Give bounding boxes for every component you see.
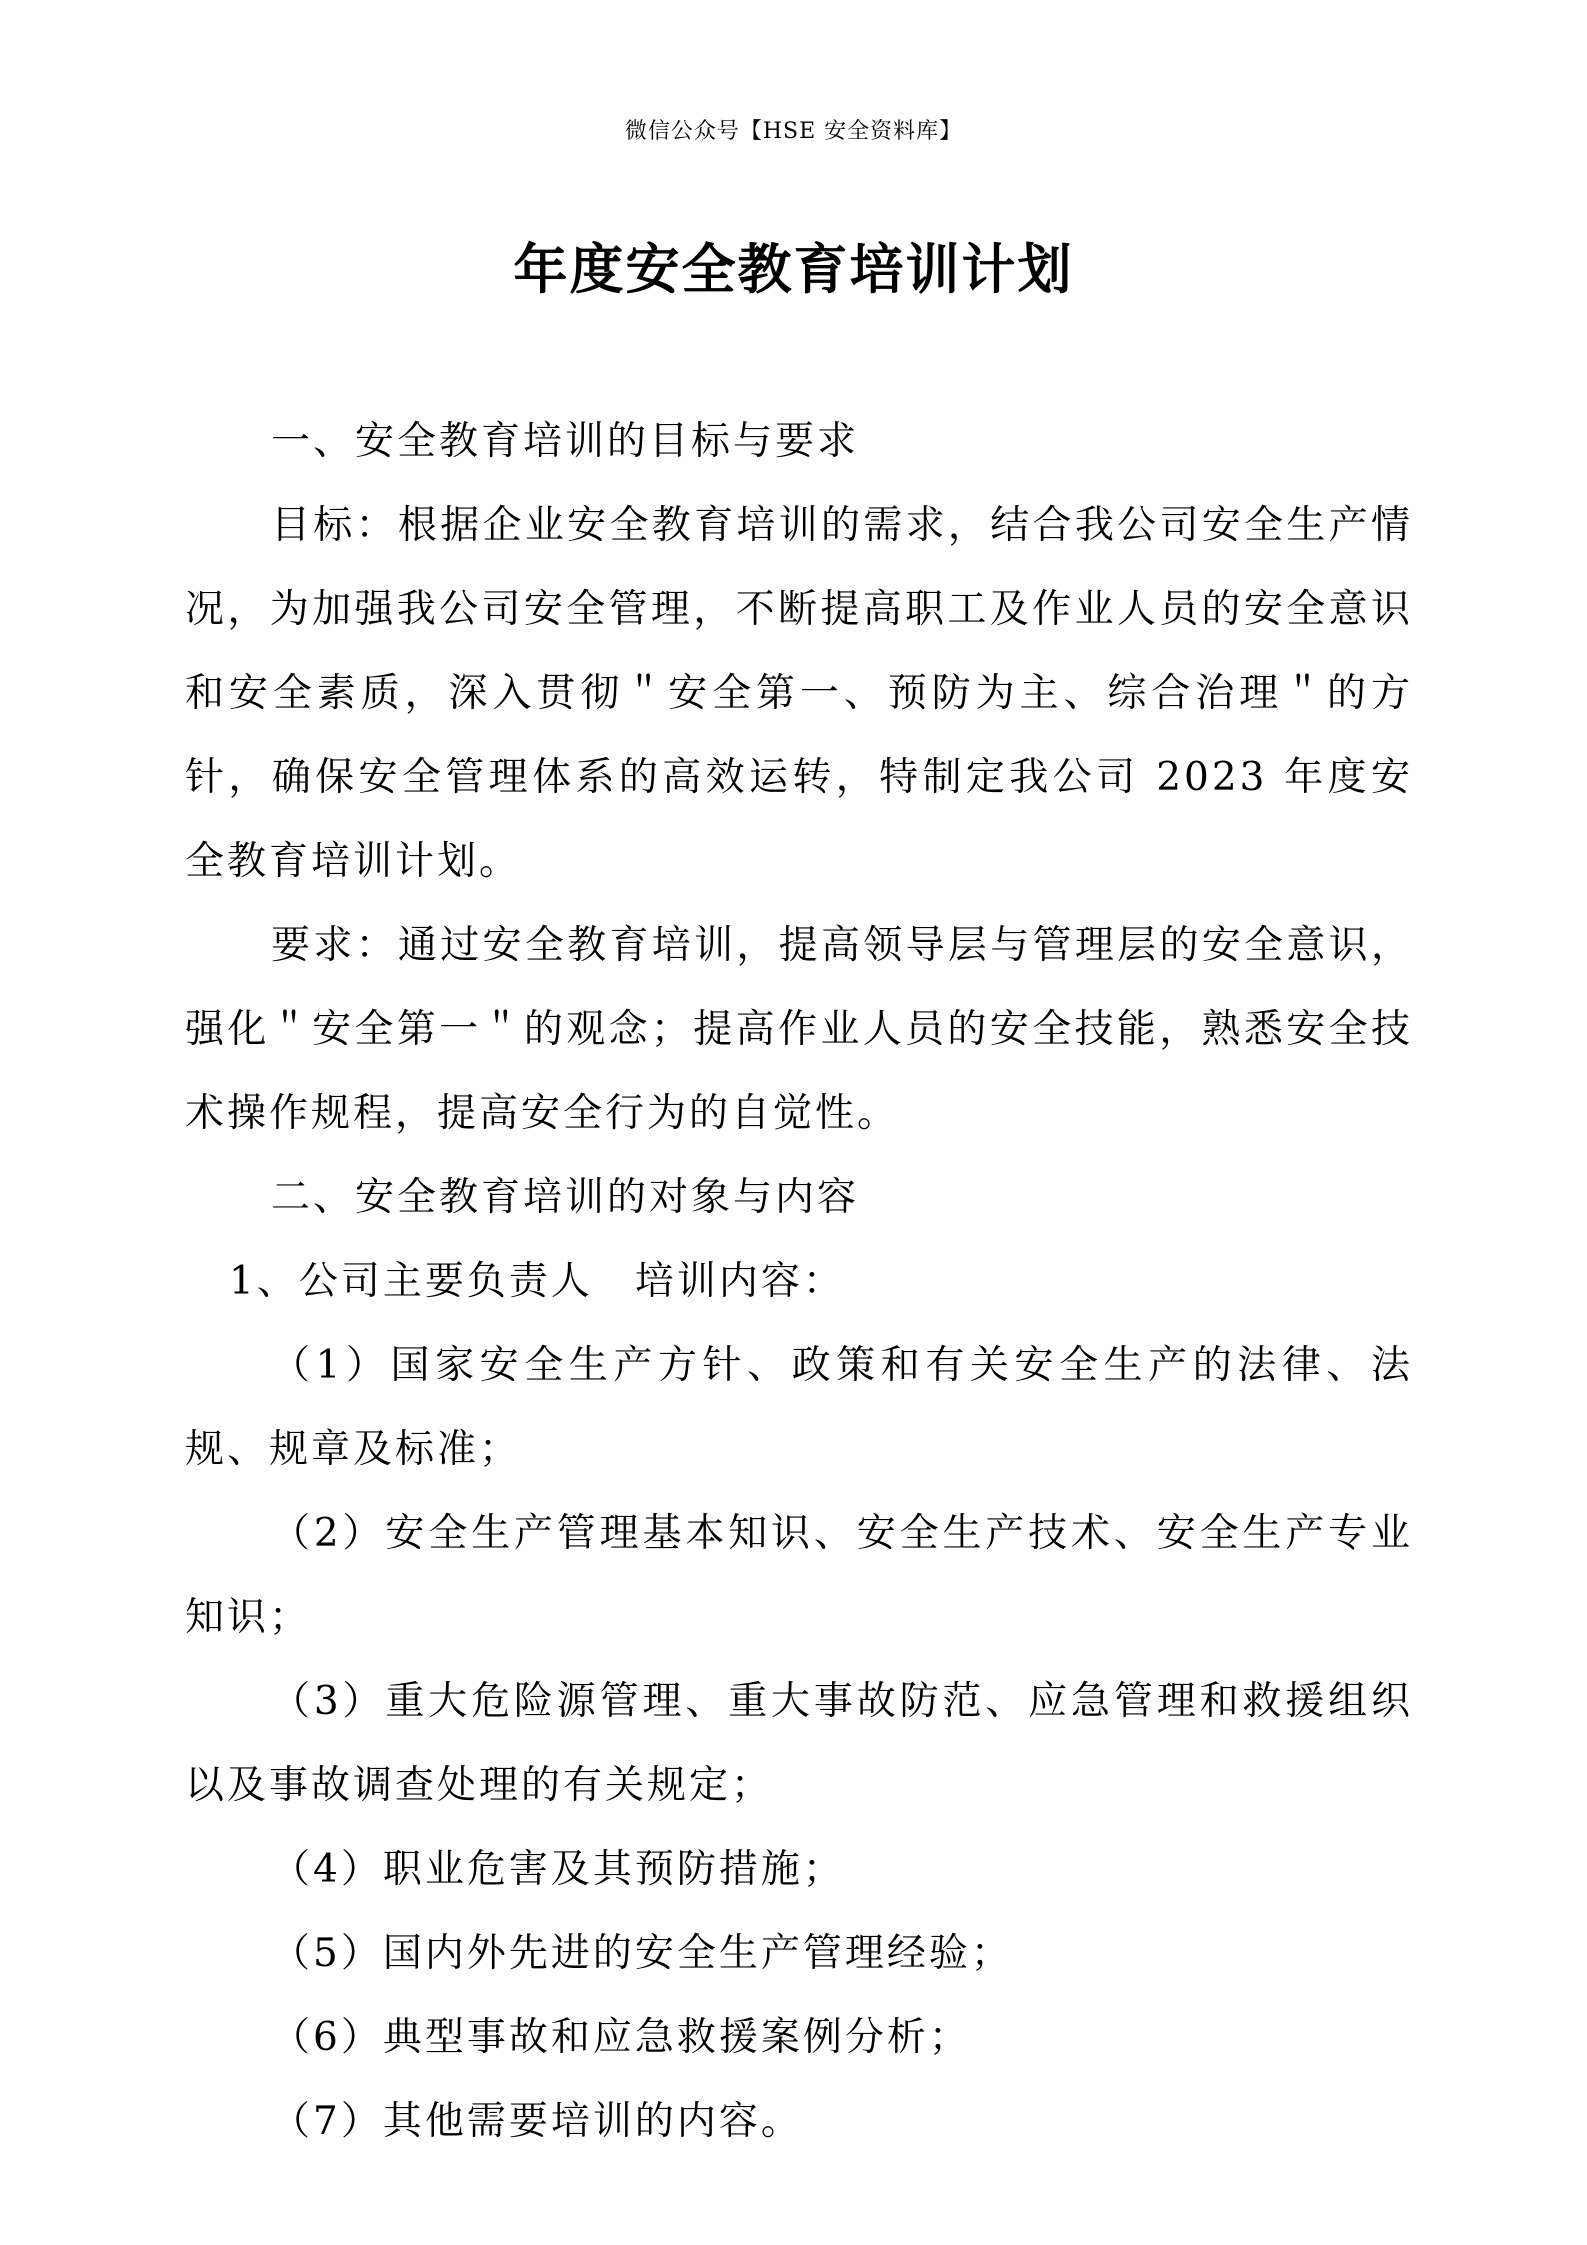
document-title: 年度安全教育培训计划: [513, 237, 1074, 301]
section-heading: 二、安全教育培训的对象与内容: [271, 1175, 860, 1220]
list-item: （5）国内外先进的安全生产管理经验；: [271, 1931, 1013, 1976]
page-header: 微信公众号【HSE 安全资料库】: [624, 119, 963, 144]
list-item: （2）安全生产管理基本知识、安全生产技术、安全生产专业知识；: [185, 1511, 1413, 1640]
list-item: （1）国家安全生产方针、政策和有关安全生产的法律、法规、规章及标准；: [185, 1343, 1413, 1472]
paragraph-requirement: 要求：通过安全教育培训，提高领导层与管理层的安全意识，强化＂安全第一＂的观念；提高作业人员的安全技能，熟悉安全技术操作规程，提高安全行为的自觉性。: [185, 923, 1413, 1136]
list-item: （4）职业危害及其预防措施；: [271, 1847, 845, 1892]
list-item: （7）其他需要培训的内容。: [271, 2099, 803, 2144]
list-item: （6）典型事故和应急救援案例分析；: [271, 2015, 971, 2060]
document-body: [185, 400, 1413, 2164]
paragraph-goal: 目标：根据企业安全教育培训的需求，结合我公司安全生产情况，为加强我公司安全管理，不断提高职工及作业人员的安全意识和安全素质，深入贯彻＂安全第一、预防为主、综合治理＂的方针，确保安全管理体系的高效运转，特制定我公司 2023 年度安全教育培训计划。: [185, 503, 1413, 884]
section-heading: 一、安全教育培训的目标与要求: [271, 419, 860, 464]
subheading: 1、公司主要负责人 培训内容：: [229, 1259, 845, 1304]
list-item: （3）重大危险源管理、重大事故防范、应急管理和救援组织以及事故调查处理的有关规定；: [185, 1679, 1413, 1808]
